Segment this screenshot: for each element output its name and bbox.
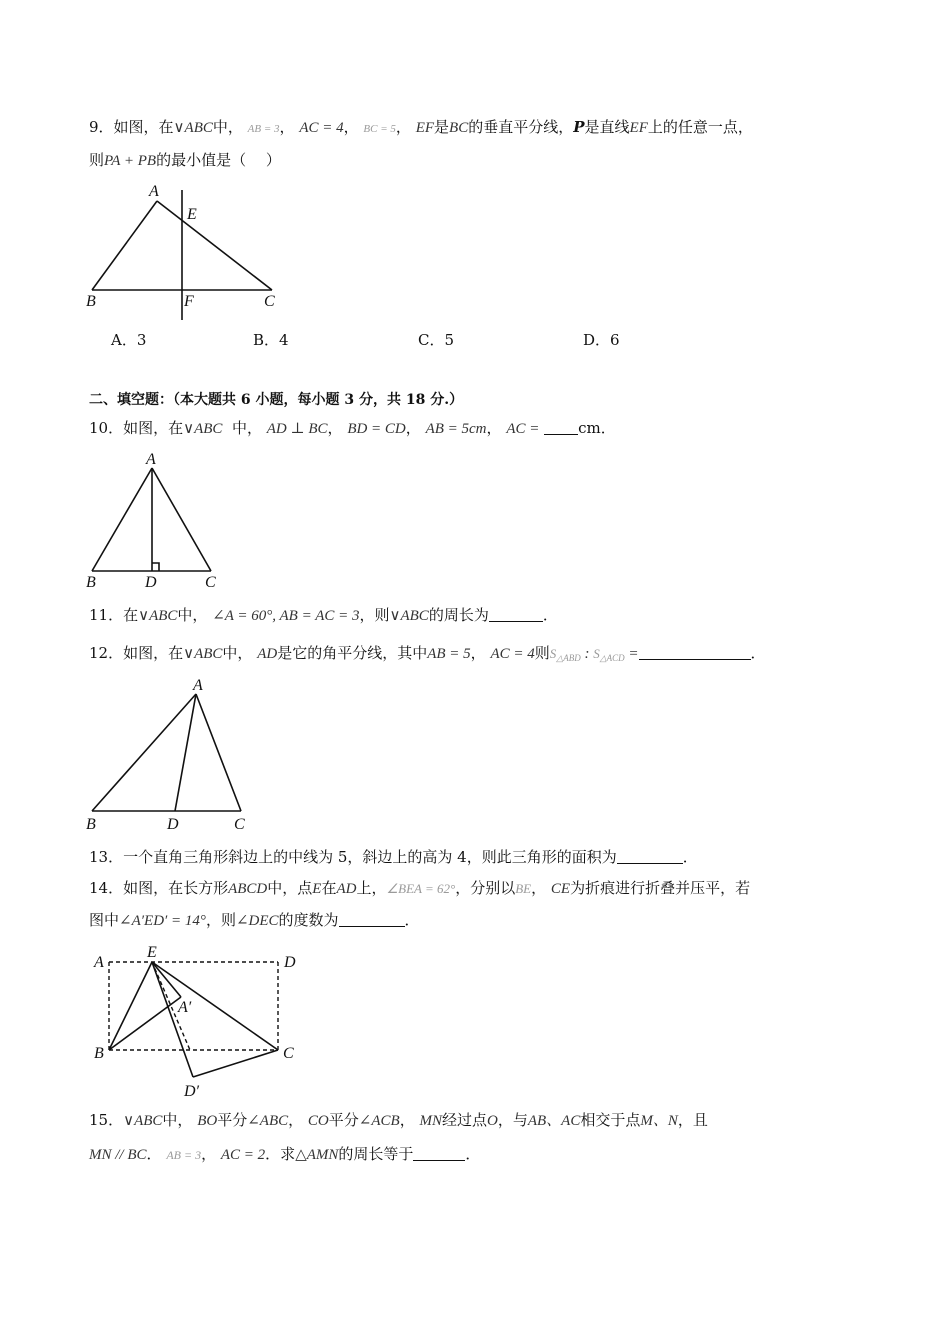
q9-text2: 是直线 [584,118,630,136]
q9-text1: 的垂直平分线， [468,118,574,136]
q9-option-a[interactable]: A．3 [111,331,147,349]
q9-text3: 上的任意一点， [647,118,753,136]
q14-label-b: B [94,1045,104,1062]
q9-option-d[interactable]: D．6 [583,331,620,349]
q12-s1-sub: △ABD [556,653,581,663]
q12-sep: ， [470,644,486,662]
q15-text2: 经过点 [441,1111,487,1129]
q9-number: 9．如图，在 [89,118,174,136]
q15-line2 [89,1144,480,1165]
q14-abcd: ABCD [228,881,268,897]
q12-s2-sub: △ACD [599,653,625,663]
q9-p: P [573,118,585,136]
q10-ac: AC = [506,421,540,437]
q12-label-a: A [193,677,203,694]
q9-sep2: ， [343,118,359,136]
q9-zhong: 中， [212,118,243,136]
q15-mn2: M、N [640,1113,678,1129]
q15-line1 [89,1110,708,1131]
q11-triangle: ∨ABC [138,608,178,624]
q10-label-d: D [145,574,157,591]
q9-ac: AC = 4 [299,120,344,136]
q9-triangle: ∨ABC [173,120,213,136]
q14-seg-ba1 [109,997,181,1050]
q14-text2: 在 [321,879,337,897]
q12-zhong: 中， [222,644,253,662]
q15-parallel: MN // BC [89,1147,147,1163]
q10-triangle: ∨ABC [183,421,223,437]
q14-end: ． [404,911,420,929]
q10-ab: AB = 5cm [425,421,487,437]
q14-ce: CE [550,881,571,897]
q9-label-c: C [264,293,275,310]
q9-papb: PA + PB [104,153,157,169]
q11-condition: ∠A = 60°, AB = AC = 3 [212,608,360,624]
q10-sep3: ， [486,419,502,437]
q15-abac: AB、AC [527,1113,581,1129]
q10-label-b: B [86,574,96,591]
q11-text2: 的周长为 [428,606,489,624]
q10-label-a: A [146,451,156,468]
q15-ab: AB = 3 [166,1148,202,1162]
q14-label-d1: D′ [184,1083,200,1100]
q14-text1: 中，点 [267,879,313,897]
q15-angle-acb: ∠ACB [358,1113,400,1129]
q15-text1: 平分 [217,1111,248,1129]
q12-eq: = [624,646,639,662]
q15-angle-abc: ∠ABC [247,1113,289,1129]
q9-option-c[interactable]: C．5 [418,331,455,349]
q14-number: 14．如图，在长方形 [89,879,229,897]
q14-text4: ，分别以 [455,879,516,897]
q12-triangle: ∨ABC [183,646,223,662]
q9-bc2: BC [449,120,469,136]
q15-sep2: ， [399,1111,415,1129]
q12-end: ． [750,644,766,662]
q9-label-e: E [187,206,197,223]
q10-unit: cm． [578,419,616,437]
q9-label-a: A [149,183,159,200]
q9-sep3: ， [395,118,411,136]
q10-number: 10．如图，在 [89,419,184,437]
q12-ze: 则 [534,644,550,662]
q13-end: ． [682,848,698,866]
q14-label-a1: A′ [178,999,192,1016]
q9-label-b: B [86,293,96,310]
q11-triangle2: ∨ABC [389,608,429,624]
q14-label-d: D [284,954,296,971]
q14-label-c: C [283,1045,294,1062]
q9-option-b[interactable]: B．4 [253,331,289,349]
q15-number: 15． [89,1111,124,1129]
q12-label-c: C [234,816,245,833]
q15-sep3: ， [201,1145,217,1163]
q15-mn: MN [419,1113,442,1129]
q14-angle-bea: ∠BEA = 62° [386,881,456,896]
q14-angle-dec: ∠DEC [235,913,279,929]
q15-answer-blank[interactable] [413,1146,465,1161]
q10-sep2: ， [405,419,421,437]
q15-text3: ，与 [497,1111,528,1129]
q9-label-f: F [184,293,194,310]
q14-text3: 上， [356,879,387,897]
q12-label-b: B [86,816,96,833]
q9-ef2: EF [629,120,648,136]
q14-label-e: E [147,944,157,961]
q14-ad: AD [336,881,357,897]
q14-angle-aed: ∠A′ED′ = 14° [119,913,206,929]
q15-text5: ，且 [677,1111,708,1129]
q14-label-a: A [94,954,104,971]
q10-zhong: 中， [222,419,262,437]
q15-amn: △AMN [295,1147,339,1163]
q12-number: 12．如图，在 [89,644,184,662]
q14-text8: 的度数为 [278,911,339,929]
q15-o: O [487,1113,498,1129]
q14-seg-ec [152,962,278,1050]
q12-s2: S [593,646,600,661]
q10-bd-cd: BD = CD [347,421,406,437]
q14-seg-ed1 [152,962,193,1077]
q9-sep1: ， [279,118,295,136]
q14-text6: 图中 [89,911,120,929]
q9-ef: EF [415,120,435,136]
q15-text7: 的周长等于 [338,1145,414,1163]
q15-triangle: ∨ABC [123,1113,163,1129]
q13-text: 13．一个直角三角形斜边上的中线为 5，斜边上的高为 4，则此三角形的面积为 [89,848,617,866]
q12-ab: AB = 5 [427,646,471,662]
q9-ab: AB = 3 [247,123,280,135]
q15-bo: BO [197,1113,218,1129]
q12-label-d: D [167,816,179,833]
q14-sep: ， [531,879,547,897]
q11-number: 11．在 [89,606,139,624]
q12-s1: S [549,646,557,661]
q15-co: CO [307,1113,329,1129]
q11-end: ． [542,606,558,624]
q14-be: BE [515,881,532,896]
q9-ze: 则 [89,151,105,169]
q10-sep1: ， [327,419,343,437]
q9-shi: 是 [434,118,450,136]
q14-e: E [312,881,322,897]
section-title: 二、填空题：（本大题共 6 小题，每小题 3 分，共 18 分.） [89,392,464,408]
q12-colon: : [580,646,594,662]
q12-ad: AD [257,646,278,662]
q11-text1: ，则 [359,606,390,624]
q12-text1: 是它的角平分线，其中 [277,644,428,662]
q10-label-c: C [205,574,216,591]
q15-zhong: 中， [162,1111,193,1129]
q15-text4: 相交于点 [580,1111,641,1129]
q15-end: ． [465,1145,481,1163]
q15-dot: ． [146,1145,162,1163]
q15-ac: AC = 2 [220,1147,266,1163]
q14-seg-d1c [193,1050,278,1077]
q14-seg-be [109,962,152,1050]
q15-text6: ．求 [265,1145,296,1163]
q12-ac: AC = 4 [490,646,535,662]
q9-text4: 的最小值是（ ） [156,151,281,169]
q15-text1b: 平分 [328,1111,359,1129]
q9-bc: BC = 5 [363,123,396,135]
q14-text7: ，则 [205,911,236,929]
q15-sep1: ， [288,1111,304,1129]
q11-zhong: 中， [177,606,208,624]
q14-text5: 为折痕进行折叠并压平，若 [570,879,751,897]
q10-ad-perp: AD ⊥ BC [266,421,328,437]
